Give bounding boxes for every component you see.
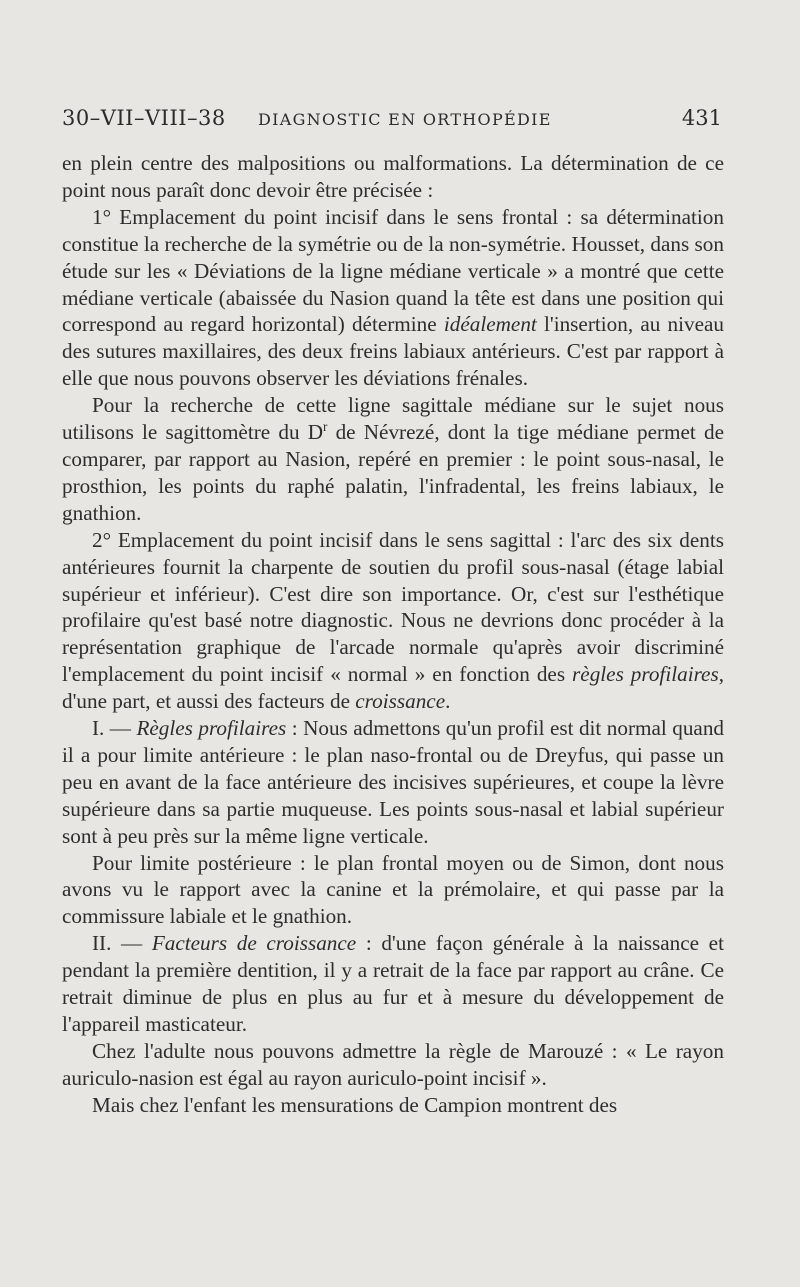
paragraph — [62, 204, 724, 392]
running-header — [62, 106, 722, 136]
emphasis-text: croissance — [355, 689, 446, 714]
paragraph-text: 1° Emplacement du point incisif dans le sens frontal : sa détermination constitue la recherche de la symétrie ou de la non-symétrie. Housset, dans son étude sur les « Déviations de la ligne médiane verticale » a montré que cette médiane verticale (abaissée du Nasion quand la tête est dans une position qui correspond au regard horizontal) détermine — [62, 204, 724, 337]
paragraph-text: Chez l'adulte nous pouvons admettre la règle de Marouzé : « Le rayon auriculo-nasion est égal au rayon auriculo-point incisif ». — [62, 1038, 724, 1090]
paragraph-text: , d'une part, et aussi des facteurs de — [62, 662, 724, 714]
emphasis-text: idéalement — [443, 312, 537, 337]
paragraph-text: l'insertion, au niveau des sutures maxillaires, des deux freins labiaux antérieurs. C'est par rapport à elle que nous pouvons observer les déviations frénales. — [62, 312, 724, 391]
paragraph-text: Pour limite postérieure : le plan frontal moyen ou de Simon, dont nous avons vu le rapport avec la canine et la prémolaire, et qui passe par la commissure labiale et le gnathion. — [62, 850, 724, 929]
superscript-text: r — [323, 419, 328, 435]
header-date: 30–VII–VIII–38 — [62, 106, 226, 130]
paragraph-text: . — [445, 689, 451, 714]
header-running-title: DIAGNOSTIC EN ORTHOPÉDIE — [258, 110, 552, 129]
emphasis-text: Facteurs de croissance — [151, 931, 357, 956]
paragraph-text: 2° Emplacement du point incisif dans le sens sagittal : l'arc des six dents antérieures fournit la charpente de soutien du profil sous-nasal (étage labial supérieur et inférieur). C'est dire son importance. Or, c'est sur l'esthétique profilaire qu'est basé notre diagnostic. Nous ne devrions donc procéder à la représentation graphique de l'arcade normale qu'après avoir discriminé l'emplacement du point incisif « normal » en fonction des — [62, 527, 724, 687]
paragraph — [62, 150, 724, 204]
paragraph — [62, 527, 724, 715]
paragraph — [62, 1092, 724, 1119]
emphasis-text: règles profilaires — [572, 662, 719, 687]
body-text — [62, 150, 724, 1119]
paragraph-text: : Nous admettons qu'un profil est dit normal quand il a pour limite antérieure : le plan naso-frontal ou de Dreyfus, qui passe un peu en avant de la face antérieure des incisives supérieures, et coupe la lèvre supérieure dans sa partie muqueuse. Les points sous-nasal et labial supérieur sont à peu près sur la même ligne verticale. — [62, 716, 725, 848]
paragraph — [62, 715, 724, 850]
paragraph — [62, 850, 724, 931]
page-number: 431 — [681, 106, 722, 130]
paragraph-text: : d'une façon générale à la naissance et pendant la première dentition, il y a retrait de la face par rapport au crâne. Ce retrait diminue de plus en plus au fur et à mesure du développement de l'appareil masticateur. — [62, 931, 724, 1036]
paragraph — [62, 1038, 724, 1092]
paragraph-text: en plein centre des malpositions ou malformations. La détermination de ce point nous paraît donc devoir être précisée : — [62, 151, 724, 202]
paragraph-text: Pour la recherche de cette ligne sagittale médiane sur le sujet nous utilisons le sagittomètre du D — [62, 393, 724, 445]
paragraph-text: de Névrezé, dont la tige médiane permet de comparer, par rapport au Nasion, repéré en premier : le point sous-nasal, le prosthion, les points du raphé palatin, l'infradental, les freins labiaux, le gnathion. — [62, 420, 724, 525]
paragraph — [62, 392, 724, 527]
paragraph — [62, 930, 724, 1038]
paragraph-text: I. — — [92, 716, 137, 741]
emphasis-text: Règles profilaires — [136, 716, 287, 741]
paragraph-text: II. — — [92, 931, 152, 956]
paragraph-text: Mais chez l'enfant les mensurations de Campion montrent des — [92, 1092, 618, 1117]
